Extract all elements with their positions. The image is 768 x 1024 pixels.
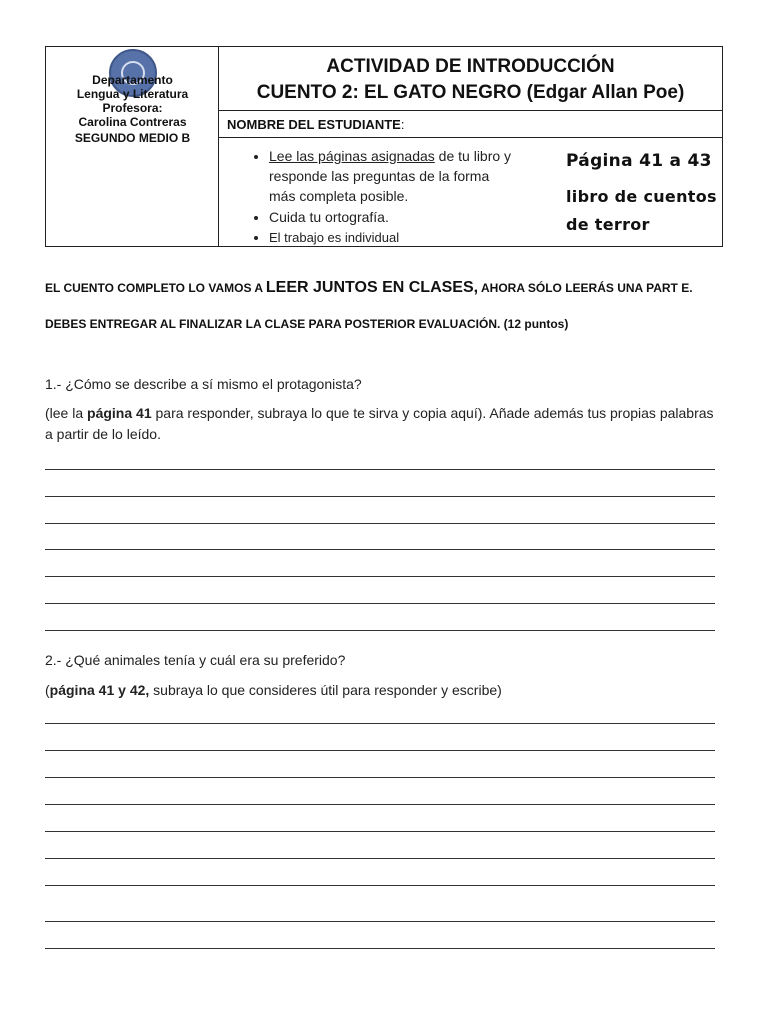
answer-line[interactable] (45, 523, 715, 524)
instruction-item: • Cuida tu ortografía. (269, 207, 554, 227)
header-table (45, 46, 723, 247)
question-2-hint (45, 680, 725, 701)
book-label-cont: de terror (566, 215, 650, 234)
subject-label: Lengua y Literatura (76, 87, 189, 101)
pages-range: Página 41 a 43 (566, 151, 712, 171)
intro-line-2: DEBES ENTREGAR AL FINALIZAR LA CLASE PARA POSTERIOR EVALUACIÓN. (12 puntos) (45, 317, 569, 331)
hint-page: página 41 y 42, (49, 682, 150, 698)
teacher-name: Carolina Contreras (78, 115, 187, 129)
answer-line[interactable] (45, 804, 715, 805)
instructions-list (219, 146, 554, 248)
intro-emphasis: LEER JUNTOS EN CLASES, (265, 279, 479, 296)
intro-text: AHORA SÓLO LEERÁS UNA PART E. (478, 281, 693, 295)
question-2: 2.- ¿Qué animales tenía y cuál era su preferido? (45, 652, 346, 668)
intro-text: EL CUENTO COMPLETO LO VAMOS A (45, 281, 266, 295)
answer-line[interactable] (45, 549, 715, 550)
book-label: libro de cuentos (566, 187, 717, 206)
student-name-colon: : (400, 117, 405, 132)
question-1: 1.- ¿Cómo se describe a sí mismo el protagonista? (45, 376, 362, 392)
instruction-text: más completa posible. (269, 188, 409, 204)
answer-line[interactable] (45, 750, 715, 751)
answer-line[interactable] (45, 858, 715, 859)
student-name-label: NOMBRE DEL ESTUDIANTE (227, 117, 401, 132)
pages-reference (566, 147, 726, 239)
instruction-item: • El trabajo es individual (269, 228, 554, 248)
answer-line[interactable] (45, 885, 715, 886)
hint-text: subraya lo que consideres útil para responder y escribe) (149, 682, 502, 698)
instruction-underlined: Lee las páginas asignadas (269, 148, 435, 164)
intro-line-1 (45, 280, 725, 296)
answer-line[interactable] (45, 948, 715, 949)
hint-page: página 41 (87, 405, 152, 421)
story-title: CUENTO 2: EL GATO NEGRO (Edgar Allan Poe) (256, 82, 685, 103)
answer-line[interactable] (45, 576, 715, 577)
department-cell (46, 47, 219, 246)
answer-line[interactable] (45, 469, 715, 470)
answer-line[interactable] (45, 831, 715, 832)
department-label: Departamento (92, 73, 173, 87)
answer-line[interactable] (45, 921, 715, 922)
question-1-hint (45, 403, 725, 445)
hint-text: para responder, subraya lo que te sirva y copia aquí). Añade además tus propias palabras a partir de lo leído. (45, 405, 714, 442)
student-name-field[interactable] (219, 111, 722, 138)
answer-line[interactable] (45, 723, 715, 724)
answer-line[interactable] (45, 496, 715, 497)
hint-text: ( (45, 682, 50, 698)
answer-line[interactable] (45, 603, 715, 604)
department-info (46, 73, 219, 145)
instructions-cell (219, 138, 554, 246)
instruction-item (269, 146, 554, 206)
title-cell (219, 47, 722, 111)
teacher-label: Profesora: (102, 101, 163, 115)
activity-title: ACTIVIDAD DE INTRODUCCIÓN (326, 56, 615, 77)
answer-line[interactable] (45, 630, 715, 631)
instruction-text: de tu libro y (434, 148, 512, 164)
hint-text: (lee la (45, 405, 88, 421)
course-label: SEGUNDO MEDIO B (74, 131, 191, 145)
instruction-text: responde las preguntas de la forma (269, 168, 490, 184)
answer-line[interactable] (45, 777, 715, 778)
